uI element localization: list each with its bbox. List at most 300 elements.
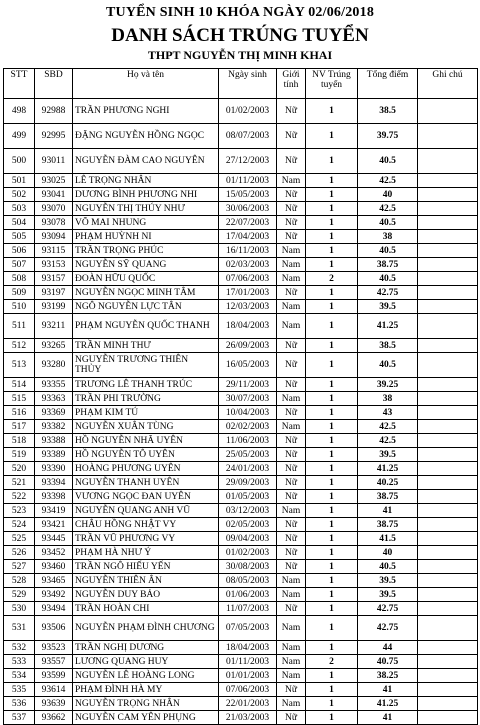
cell-dob: 27/12/2003 [219,149,277,174]
cell-gender: Nữ [277,406,306,420]
table-body [4,99,478,725]
cell-name: NGUYỄN XUÂN TÙNG [73,420,219,434]
cell-sbd: 93382 [35,420,73,434]
cell-sbd: 92995 [35,124,73,149]
cell-sbd: 93355 [35,378,73,392]
col-header-name: Họ và tên [73,69,219,99]
cell-name: TRẦN PHƯƠNG NGHI [73,99,219,124]
cell-gender: Nam [277,669,306,683]
cell-score: 40 [358,188,418,202]
table-row [4,574,478,588]
cell-name: TRẦN PHI TRƯỜNG [73,392,219,406]
cell-note [418,532,478,546]
cell-sbd: 93452 [35,546,73,560]
table-row [4,546,478,560]
cell-dob: 24/01/2003 [219,462,277,476]
table-row [4,174,478,188]
list-title: DANH SÁCH TRÚNG TUYỂN [111,25,369,46]
cell-sbd: 93494 [35,602,73,616]
cell-score: 40.5 [358,149,418,174]
cell-dob: 25/05/2003 [219,448,277,462]
cell-choice: 1 [306,448,358,462]
cell-sbd: 93094 [35,230,73,244]
cell-stt: 527 [4,560,35,574]
cell-dob: 29/11/2003 [219,378,277,392]
cell-score: 39.5 [358,448,418,462]
cell-name: ĐẶNG NGUYỄN HỒNG NGỌC [73,124,219,149]
cell-dob: 16/11/2003 [219,244,277,258]
cell-gender: Nữ [277,339,306,353]
cell-score: 41.25 [358,314,418,339]
cell-note [418,504,478,518]
table-row [4,258,478,272]
cell-score: 39.5 [358,300,418,314]
cell-stt: 532 [4,641,35,655]
cell-name: NGUYỄN QUANG ANH VŨ [73,504,219,518]
cell-dob: 01/01/2003 [219,669,277,683]
cell-name: NGUYỄN CAM YÊN PHỤNG [73,711,219,725]
cell-note [418,560,478,574]
cell-choice: 1 [306,339,358,353]
col-header-gender: Giới tính [277,69,306,99]
col-header-score: Tổng điểm [358,69,418,99]
cell-note [418,490,478,504]
cell-gender: Nữ [277,532,306,546]
cell-stt: 512 [4,339,35,353]
table-row [4,711,478,725]
cell-name: TRẦN HOÀN CHI [73,602,219,616]
cell-stt: 535 [4,683,35,697]
table-row [4,188,478,202]
cell-sbd: 93153 [35,258,73,272]
cell-stt: 508 [4,272,35,286]
cell-choice: 1 [306,518,358,532]
cell-dob: 07/05/2003 [219,616,277,641]
cell-name: TRẦN VŨ PHƯƠNG VY [73,532,219,546]
cell-gender: Nam [277,574,306,588]
cell-gender: Nữ [277,434,306,448]
cell-name: HỒ NGUYỄN NHÃ UYÊN [73,434,219,448]
cell-stt: 506 [4,244,35,258]
cell-stt: 502 [4,188,35,202]
cell-choice: 1 [306,314,358,339]
cell-gender: Nữ [277,202,306,216]
cell-gender: Nam [277,697,306,711]
cell-choice: 1 [306,174,358,188]
cell-choice: 2 [306,272,358,286]
cell-note [418,149,478,174]
cell-dob: 08/07/2003 [219,124,277,149]
cell-name: NGUYỄN NGỌC MINH TÂM [73,286,219,300]
cell-score: 38 [358,230,418,244]
cell-choice: 1 [306,434,358,448]
cell-note [418,518,478,532]
cell-stt: 520 [4,462,35,476]
cell-note [418,697,478,711]
cell-gender: Nữ [277,683,306,697]
table-row [4,124,478,149]
cell-choice: 1 [306,420,358,434]
cell-note [418,476,478,490]
cell-note [418,99,478,124]
table-row [4,99,478,124]
cell-sbd: 93421 [35,518,73,532]
cell-note [418,616,478,641]
cell-note [418,683,478,697]
cell-score: 40.5 [358,353,418,378]
cell-name: NGÔ NGUYỄN LỰC TÂN [73,300,219,314]
cell-stt: 501 [4,174,35,188]
cell-note [418,711,478,725]
cell-dob: 17/04/2003 [219,230,277,244]
cell-choice: 1 [306,490,358,504]
cell-sbd: 93211 [35,314,73,339]
cell-name: VÕ MAI NHUNG [73,216,219,230]
cell-dob: 02/05/2003 [219,518,277,532]
cell-sbd: 93011 [35,149,73,174]
cell-note [418,202,478,216]
cell-sbd: 93394 [35,476,73,490]
cell-note [418,655,478,669]
cell-choice: 1 [306,258,358,272]
cell-choice: 1 [306,476,358,490]
cell-gender: Nữ [277,518,306,532]
cell-stt: 498 [4,99,35,124]
cell-score: 39.5 [358,574,418,588]
cell-score: 40.5 [358,244,418,258]
cell-note [418,588,478,602]
table-row [4,286,478,300]
table-row [4,602,478,616]
cell-dob: 11/06/2003 [219,434,277,448]
table-row [4,476,478,490]
cell-dob: 30/06/2003 [219,202,277,216]
table-row [4,406,478,420]
cell-choice: 1 [306,711,358,725]
cell-stt: 526 [4,546,35,560]
table-row [4,641,478,655]
cell-note [418,669,478,683]
cell-dob: 22/01/2003 [219,697,277,711]
cell-choice: 2 [306,655,358,669]
cell-note [418,392,478,406]
cell-name: NGUYỄN ĐÀM CAO NGUYÊN [73,149,219,174]
cell-stt: 516 [4,406,35,420]
cell-sbd: 93115 [35,244,73,258]
table-row [4,697,478,711]
cell-score: 41.5 [358,532,418,546]
cell-gender: Nữ [277,216,306,230]
table-row [4,244,478,258]
cell-note [418,448,478,462]
cell-stt: 531 [4,616,35,641]
cell-stt: 522 [4,490,35,504]
cell-dob: 15/05/2003 [219,188,277,202]
table-row [4,669,478,683]
cell-score: 41 [358,504,418,518]
cell-choice: 1 [306,230,358,244]
cell-name: HỒ NGUYỄN TÔ UYÊN [73,448,219,462]
cell-name: NGUYỄN TRỌNG NHÂN [73,697,219,711]
cell-choice: 1 [306,406,358,420]
cell-note [418,314,478,339]
cell-choice: 1 [306,669,358,683]
cell-sbd: 93639 [35,697,73,711]
cell-name: LÊ TRỌNG NHÂN [73,174,219,188]
cell-name: NGUYỄN THANH UYÊN [73,476,219,490]
table-row [4,149,478,174]
cell-gender: Nữ [277,560,306,574]
table-row [4,420,478,434]
cell-stt: 507 [4,258,35,272]
cell-note [418,216,478,230]
col-header-dob: Ngày sinh [219,69,277,99]
cell-name: CHÂU HỒNG NHẬT VY [73,518,219,532]
cell-gender: Nam [277,300,306,314]
cell-gender: Nam [277,314,306,339]
cell-sbd: 93157 [35,272,73,286]
cell-sbd: 93614 [35,683,73,697]
cell-choice: 1 [306,697,358,711]
cell-gender: Nam [277,420,306,434]
cell-choice: 1 [306,574,358,588]
col-header-sbd: SBD [35,69,73,99]
cell-score: 40.5 [358,272,418,286]
cell-note [418,272,478,286]
table-row [4,392,478,406]
cell-stt: 510 [4,300,35,314]
table-row [4,448,478,462]
cell-stt: 530 [4,602,35,616]
cell-score: 38.25 [358,669,418,683]
cell-gender: Nam [277,244,306,258]
cell-score: 41.25 [358,462,418,476]
col-header-stt: STT [4,69,35,99]
cell-score: 42.75 [358,286,418,300]
cell-stt: 504 [4,216,35,230]
cell-sbd: 92988 [35,99,73,124]
cell-gender: Nữ [277,149,306,174]
table-row [4,202,478,216]
cell-name: NGUYỄN TRƯƠNG THIÊN THỦY [73,353,219,378]
cell-choice: 1 [306,286,358,300]
cell-choice: 1 [306,602,358,616]
cell-score: 40.25 [358,476,418,490]
cell-name: ĐOÀN HỮU QUỐC [73,272,219,286]
cell-note [418,353,478,378]
cell-gender: Nam [277,588,306,602]
cell-dob: 11/07/2003 [219,602,277,616]
cell-sbd: 93363 [35,392,73,406]
col-header-choice: NV Trúng tuyển [306,69,358,99]
cell-stt: 517 [4,420,35,434]
cell-sbd: 93465 [35,574,73,588]
cell-gender: Nữ [277,188,306,202]
cell-score: 38.5 [358,339,418,353]
cell-choice: 1 [306,124,358,149]
cell-sbd: 93199 [35,300,73,314]
cell-name: PHẠM NGUYỄN QUỐC THANH [73,314,219,339]
cell-note [418,462,478,476]
exam-title: TUYỂN SINH 10 KHÓA NGÀY 02/06/2018 [105,5,375,20]
admission-table [3,68,478,725]
cell-dob: 02/03/2003 [219,258,277,272]
cell-stt: 525 [4,532,35,546]
cell-name: TRẦN MINH THƯ [73,339,219,353]
cell-sbd: 93070 [35,202,73,216]
cell-note [418,434,478,448]
cell-sbd: 93460 [35,560,73,574]
cell-dob: 02/02/2003 [219,420,277,434]
cell-gender: Nữ [277,448,306,462]
cell-sbd: 93599 [35,669,73,683]
cell-gender: Nữ [277,124,306,149]
cell-dob: 30/08/2003 [219,560,277,574]
cell-name: TRẦN NGHỊ DƯƠNG [73,641,219,655]
cell-choice: 1 [306,462,358,476]
cell-sbd: 93197 [35,286,73,300]
table-row [4,490,478,504]
cell-sbd: 93390 [35,462,73,476]
cell-gender: Nam [277,655,306,669]
cell-score: 39.75 [358,124,418,149]
cell-dob: 30/07/2003 [219,392,277,406]
cell-score: 41 [358,711,418,725]
cell-dob: 03/12/2003 [219,504,277,518]
cell-sbd: 93492 [35,588,73,602]
cell-score: 39.25 [358,378,418,392]
cell-sbd: 93388 [35,434,73,448]
table-row [4,532,478,546]
cell-name: NGUYỄN THỊ THÚY NHƯ [73,202,219,216]
table-row [4,504,478,518]
cell-sbd: 93445 [35,532,73,546]
table-row [4,588,478,602]
table-row [4,216,478,230]
cell-sbd: 93662 [35,711,73,725]
cell-dob: 01/11/2003 [219,174,277,188]
table-row [4,378,478,392]
cell-note [418,641,478,655]
cell-score: 38 [358,392,418,406]
cell-score: 42.75 [358,602,418,616]
cell-choice: 1 [306,202,358,216]
cell-choice: 1 [306,216,358,230]
cell-score: 39.5 [358,588,418,602]
cell-score: 42.5 [358,202,418,216]
cell-gender: Nữ [277,286,306,300]
cell-name: NGUYỄN PHẠM ĐÌNH CHƯƠNG [73,616,219,641]
cell-dob: 22/07/2003 [219,216,277,230]
cell-sbd: 93041 [35,188,73,202]
cell-name: PHẠM HÀ NHƯ Ý [73,546,219,560]
cell-dob: 29/09/2003 [219,476,277,490]
cell-stt: 513 [4,353,35,378]
school-name: THPT NGUYỄN THỊ MINH KHAI [147,48,333,62]
cell-dob: 01/05/2003 [219,490,277,504]
cell-stt: 514 [4,378,35,392]
cell-score: 41.25 [358,697,418,711]
cell-gender: Nữ [277,353,306,378]
cell-choice: 1 [306,353,358,378]
cell-gender: Nam [277,174,306,188]
cell-note [418,546,478,560]
cell-dob: 18/04/2003 [219,641,277,655]
cell-choice: 1 [306,616,358,641]
col-header-note: Ghi chú [418,69,478,99]
cell-score: 38.75 [358,518,418,532]
cell-choice: 1 [306,504,358,518]
cell-name: PHẠM HUỲNH NI [73,230,219,244]
cell-note [418,230,478,244]
cell-gender: Nữ [277,602,306,616]
cell-dob: 18/04/2003 [219,314,277,339]
cell-note [418,406,478,420]
cell-name: HOÀNG PHƯƠNG UYÊN [73,462,219,476]
cell-score: 42.75 [358,616,418,641]
cell-dob: 09/04/2003 [219,532,277,546]
cell-note [418,174,478,188]
cell-note [418,258,478,272]
cell-note [418,602,478,616]
cell-sbd: 93078 [35,216,73,230]
cell-sbd: 93523 [35,641,73,655]
cell-name: TRƯƠNG LÊ THANH TRÚC [73,378,219,392]
cell-note [418,378,478,392]
cell-score: 42.5 [358,174,418,188]
cell-score: 40 [358,546,418,560]
cell-gender: Nam [277,504,306,518]
cell-stt: 537 [4,711,35,725]
cell-score: 44 [358,641,418,655]
cell-stt: 529 [4,588,35,602]
table-row [4,339,478,353]
cell-gender: Nữ [277,546,306,560]
cell-name: NGUYỄN SỸ QUANG [73,258,219,272]
table-header-row [4,69,478,99]
cell-gender: Nam [277,641,306,655]
cell-sbd: 93025 [35,174,73,188]
cell-dob: 17/01/2003 [219,286,277,300]
cell-stt: 534 [4,669,35,683]
cell-name: NGUYỄN LÊ HOÀNG LONG [73,669,219,683]
cell-choice: 1 [306,244,358,258]
cell-dob: 01/06/2003 [219,588,277,602]
cell-dob: 01/02/2003 [219,546,277,560]
table-row [4,616,478,641]
cell-score: 40.5 [358,216,418,230]
cell-dob: 08/05/2003 [219,574,277,588]
cell-note [418,300,478,314]
cell-stt: 523 [4,504,35,518]
cell-choice: 1 [306,546,358,560]
cell-choice: 1 [306,641,358,655]
cell-name: NGUYỄN DUY BẢO [73,588,219,602]
cell-name: TRẦN NGÔ HIẾU YẾN [73,560,219,574]
cell-gender: Nữ [277,711,306,725]
cell-stt: 536 [4,697,35,711]
cell-gender: Nam [277,272,306,286]
cell-note [418,339,478,353]
cell-stt: 524 [4,518,35,532]
cell-score: 42.5 [358,434,418,448]
cell-choice: 1 [306,300,358,314]
cell-sbd: 93398 [35,490,73,504]
cell-dob: 01/11/2003 [219,655,277,669]
cell-stt: 528 [4,574,35,588]
cell-score: 42.5 [358,420,418,434]
table-row [4,434,478,448]
